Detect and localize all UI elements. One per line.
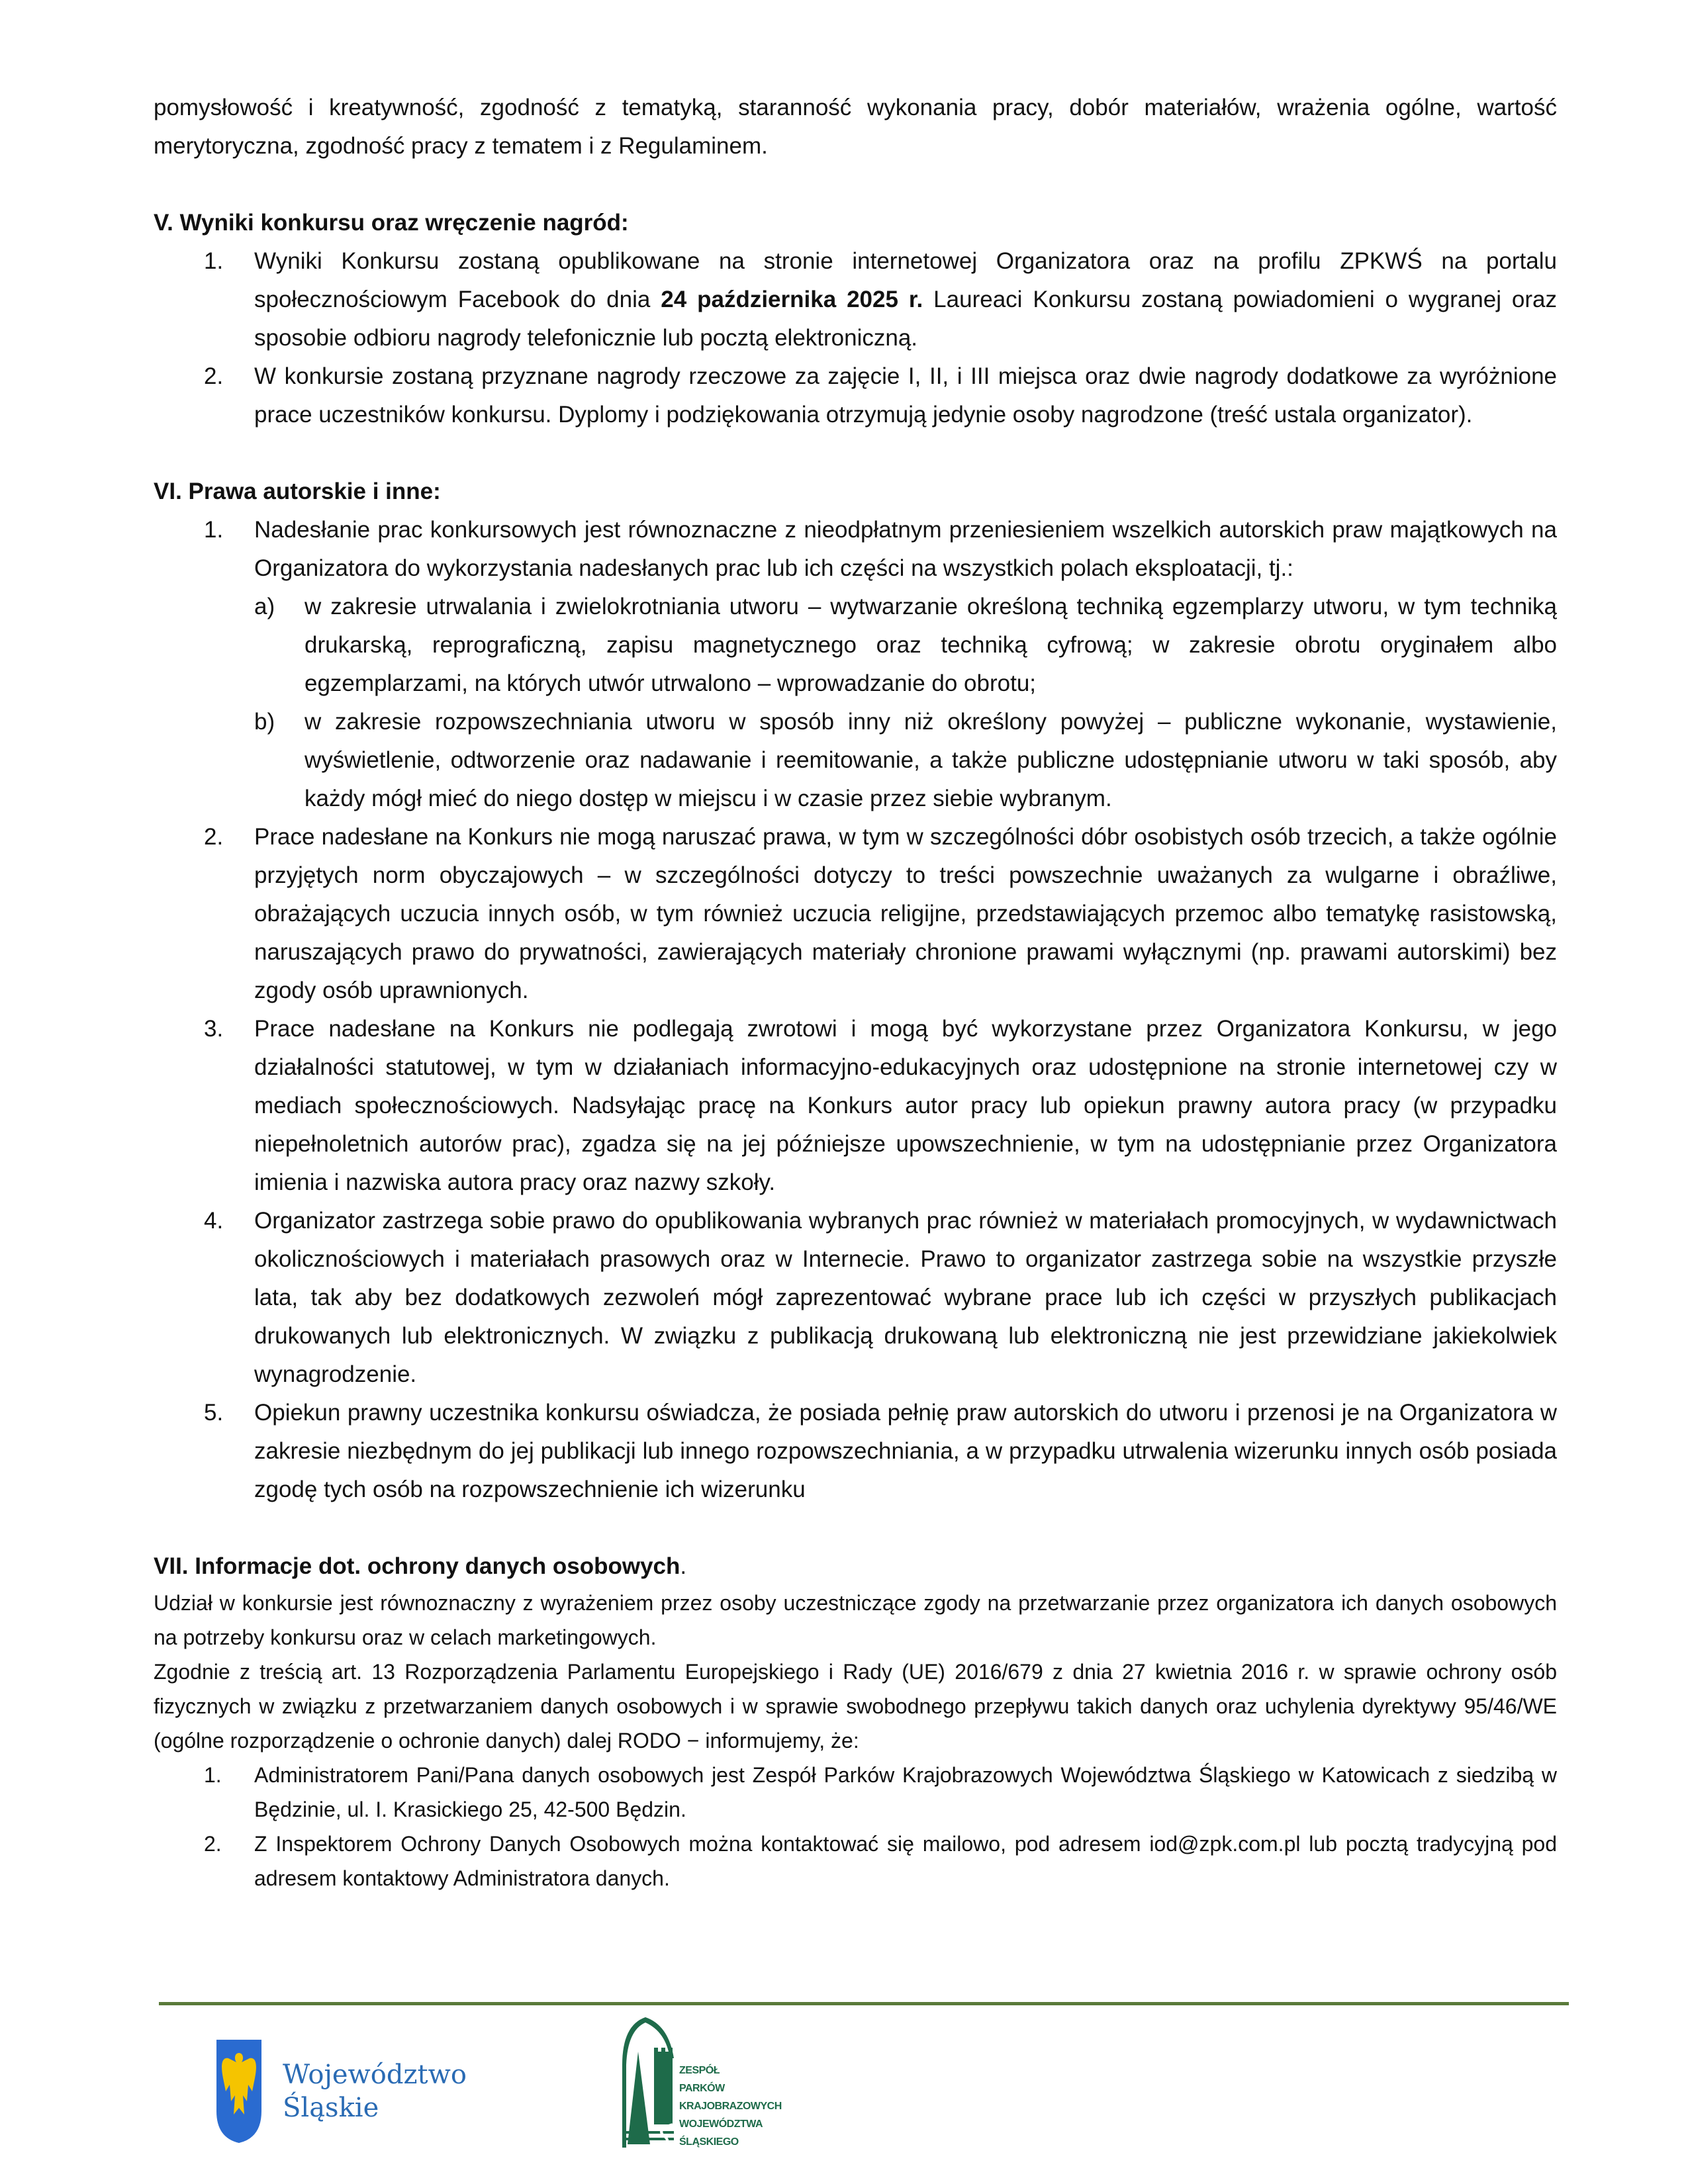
- data-protection-list: [154, 1758, 1557, 1895]
- paragraph: Zgodnie z treścią art. 13 Rozporządzenia Parlamentu Europejskiego i Rady (UE) 2016/679 z dnia 27 kwietnia 2016 r. w sprawie ochrony osób fizycznych w związku z przetwarzaniem danych osobowych i w sprawie swobodnego przepływu takich danych oraz uchylenia dyrektywy 95/46/WE (ogólne rozporządzenie o ochronie danych) dalej RODO − informujemy, że:: [154, 1660, 1557, 1752]
- item-text: Organizator zastrzega sobie prawo do opublikowania wybranych prac również w materiałach promocyjnych, w wydawnictwach okolicznościowych i materiałach prasowych oraz w Internecie. Prawo to organizator zastrzega sobie na wszystkie przyszłe lata, tak aby bez dodatkowych zezwoleń mógł zaprezentować wybrane prace lub ich części w przyszłych publikacjach drukowanych lub elektronicznych. W związku z publikacją drukowaną lub elektroniczną nie jest przewidziane jakiekolwiek wynagrodzenie.: [254, 1208, 1557, 1387]
- list-marker: 2.: [204, 1832, 222, 1856]
- results-list: [154, 242, 1557, 434]
- logo-right-text: [679, 2062, 782, 2151]
- footer-divider: [159, 2002, 1569, 2005]
- sub-list-item: [254, 588, 1557, 703]
- list-item: [154, 1202, 1557, 1394]
- list-item: [154, 1758, 1557, 1827]
- list-marker: b): [254, 709, 275, 735]
- list-item: [154, 1010, 1557, 1202]
- list-item: [154, 511, 1557, 818]
- section-heading: V. Wyniki konkursu oraz wręczenie nagród:: [154, 210, 629, 236]
- logo-left-line1: Województwo: [283, 2060, 467, 2090]
- logo-right-line: ZESPÓŁ: [679, 2065, 720, 2076]
- sub-list-item: [254, 703, 1557, 818]
- list-marker: a): [254, 594, 275, 619]
- item-text: Prace nadesłane na Konkurs nie mogą naruszać prawa, w tym w szczególności dóbr osobistych osób trzecich, a także ogólnie przyjętych norm obyczajowych – w szczególności dotyczy to treści powszechnie uważanych za wulgarne i obraźliwe, obrażających uczucia innych osób, w tym również uczucia religijne, przedstawiających przemoc albo tematykę rasistowską, naruszających prawo do prywatności, zawierających materiały chronione prawami wyłącznymi (np. prawami autorskimi) bez zgody osób uprawnionych.: [254, 824, 1557, 1003]
- deadline-date: 24 października 2025 r.: [661, 287, 923, 312]
- item-text: Wyniki Konkursu zostaną opublikowane na stronie internetowej Organizatora oraz na profilu ZPKWŚ na portalu społecznościowym Facebook do dnia: [254, 248, 1557, 312]
- logo-left-line2: Śląskie: [283, 2093, 379, 2123]
- item-text: w zakresie utrwalania i zwielokrotniania utworu – wytwarzanie określoną techniką egzemplarzy utworu, w tym techniką drukarską, reprograficzną, zapisu magnetycznego oraz techniką cyfrową; w zakresie obrotu oryginałem albo egzemplarzami, na których utwór utrwalono – wprowadzanie do obrotu;: [305, 594, 1557, 696]
- list-marker: 3.: [204, 1016, 224, 1042]
- heading-suffix: .: [680, 1553, 687, 1579]
- silesian-eagle-coat-of-arms-icon: [215, 2038, 263, 2144]
- section-copyright: [154, 473, 1557, 1509]
- list-item: [154, 242, 1557, 357]
- list-marker: 1.: [204, 517, 224, 543]
- logo-right-line: PARKÓW: [679, 2083, 725, 2094]
- item-text: Prace nadesłane na Konkurs nie podlegają zwrotowi i mogą być wykorzystane przez Organizatora Konkursu, w jego działalności statutowej, w tym w działaniach informacyjno-edukacyjnych oraz udostępnione na stronie internetowej czy w mediach społecznościowych. Nadsyłając pracę na Konkurs autor pracy lub opiekun prawny autora pracy (w przypadku niepełnoletnich autorów prac), zgadza się na jej późniejsze upowszechnienie, w tym na udostępnianie przez Organizatora imienia i nazwiska autora pracy oraz nazwy szkoły.: [254, 1016, 1557, 1195]
- item-text: Laureaci Konkursu zostaną powiadomieni o wygranej oraz sposobie odbioru nagrody telefonicznie lub pocztą elektroniczną.: [254, 287, 1557, 351]
- list-marker: 1.: [204, 1763, 222, 1787]
- logo-left-text: [283, 2058, 467, 2124]
- item-text: Opiekun prawny uczestnika konkursu oświadcza, że posiada pełnię praw autorskich do utworu i przenosi je na Organizatora w zakresie niezbędnym do jej publikacji lub innego rozpowszechniania, a w przypadku utrwalenia wizerunku innych osób posiada zgodę tych osób na rozpowszechnienie ich wizerunku: [254, 1400, 1557, 1502]
- item-text: Z Inspektorem Ochrony Danych Osobowych można kontaktować się mailowo, pod adresem iod@zpk.com.pl lub pocztą tradycyjną pod adresem kontaktowy Administratora danych.: [254, 1832, 1557, 1890]
- item-text: Administratorem Pani/Pana danych osobowych jest Zespół Parków Krajobrazowych Województwa Śląskiego w Katowicach z siedzibą w Będzinie, ul. I. Krasickiego 25, 42-500 Będzin.: [254, 1763, 1557, 1821]
- list-marker: 2.: [204, 824, 224, 850]
- logo-wojewodztwo-slaskie: [215, 2038, 467, 2144]
- list-marker: 4.: [204, 1208, 224, 1234]
- logo-right-line: WOJEWÓDZTWA: [679, 2118, 763, 2130]
- section-heading-text: VII. Informacje dot. ochrony danych osobowych: [154, 1553, 680, 1579]
- item-text: W konkursie zostaną przyznane nagrody rzeczowe za zajęcie I, II, i III miejsca oraz dwie nagrody dodatkowe za wyróżnione prace uczestników konkursu. Dyplomy i podziękowania otrzymują jedynie osoby nagrodzone (treść ustala organizator).: [254, 363, 1557, 428]
- logo-zpkws: [616, 2012, 782, 2151]
- section-results: [154, 204, 1557, 434]
- section-data-protection: [154, 1547, 1557, 1895]
- section-heading: VI. Prawa autorskie i inne:: [154, 478, 441, 504]
- list-marker: 1.: [204, 248, 224, 274]
- item-text: Nadesłanie prac konkursowych jest równoznaczne z nieodpłatnym przeniesieniem wszelkich autorskich praw majątkowych na Organizatora do wykorzystania nadesłanych prac lub ich części na wszystkich polach eksploatacji, tj.:: [254, 517, 1557, 581]
- list-item: [154, 1394, 1557, 1509]
- sub-list: [254, 588, 1557, 818]
- landscape-parks-tower-icon: [616, 2012, 675, 2151]
- section-heading: [154, 1547, 1557, 1586]
- item-text: w zakresie rozpowszechniania utworu w sposób inny niż określony powyżej – publiczne wykonanie, wystawienie, wyświetlenie, odtworzenie oraz nadawanie i reemitowanie, a także publiczne udostępnianie utworu w taki sposób, aby każdy mógł mieć do niego dostęp w miejscu i w czasie przez siebie wybranym.: [305, 709, 1557, 811]
- list-item: [154, 1827, 1557, 1895]
- intro-continuation: pomysłowość i kreatywność, zgodność z tematyką, staranność wykonania pracy, dobór materiałów, wrażenia ogólne, wartość merytoryczna, zgodność pracy z tematem i z Regulaminem.: [154, 95, 1557, 159]
- list-item: [154, 357, 1557, 434]
- list-item: [154, 818, 1557, 1010]
- list-marker: 5.: [204, 1400, 224, 1426]
- document-page: [154, 89, 1557, 1895]
- logo-right-line: ŚLĄSKIEGO: [679, 2136, 739, 2148]
- list-marker: 2.: [204, 363, 224, 389]
- copyright-list: [154, 511, 1557, 1509]
- paragraph: Udział w konkursie jest równoznaczny z wyrażeniem przez osoby uczestniczące zgody na przetwarzanie przez organizatora ich danych osobowych na potrzeby konkursu oraz w celach marketingowych.: [154, 1591, 1557, 1649]
- logo-right-line: KRAJOBRAZOWYCH: [679, 2101, 782, 2112]
